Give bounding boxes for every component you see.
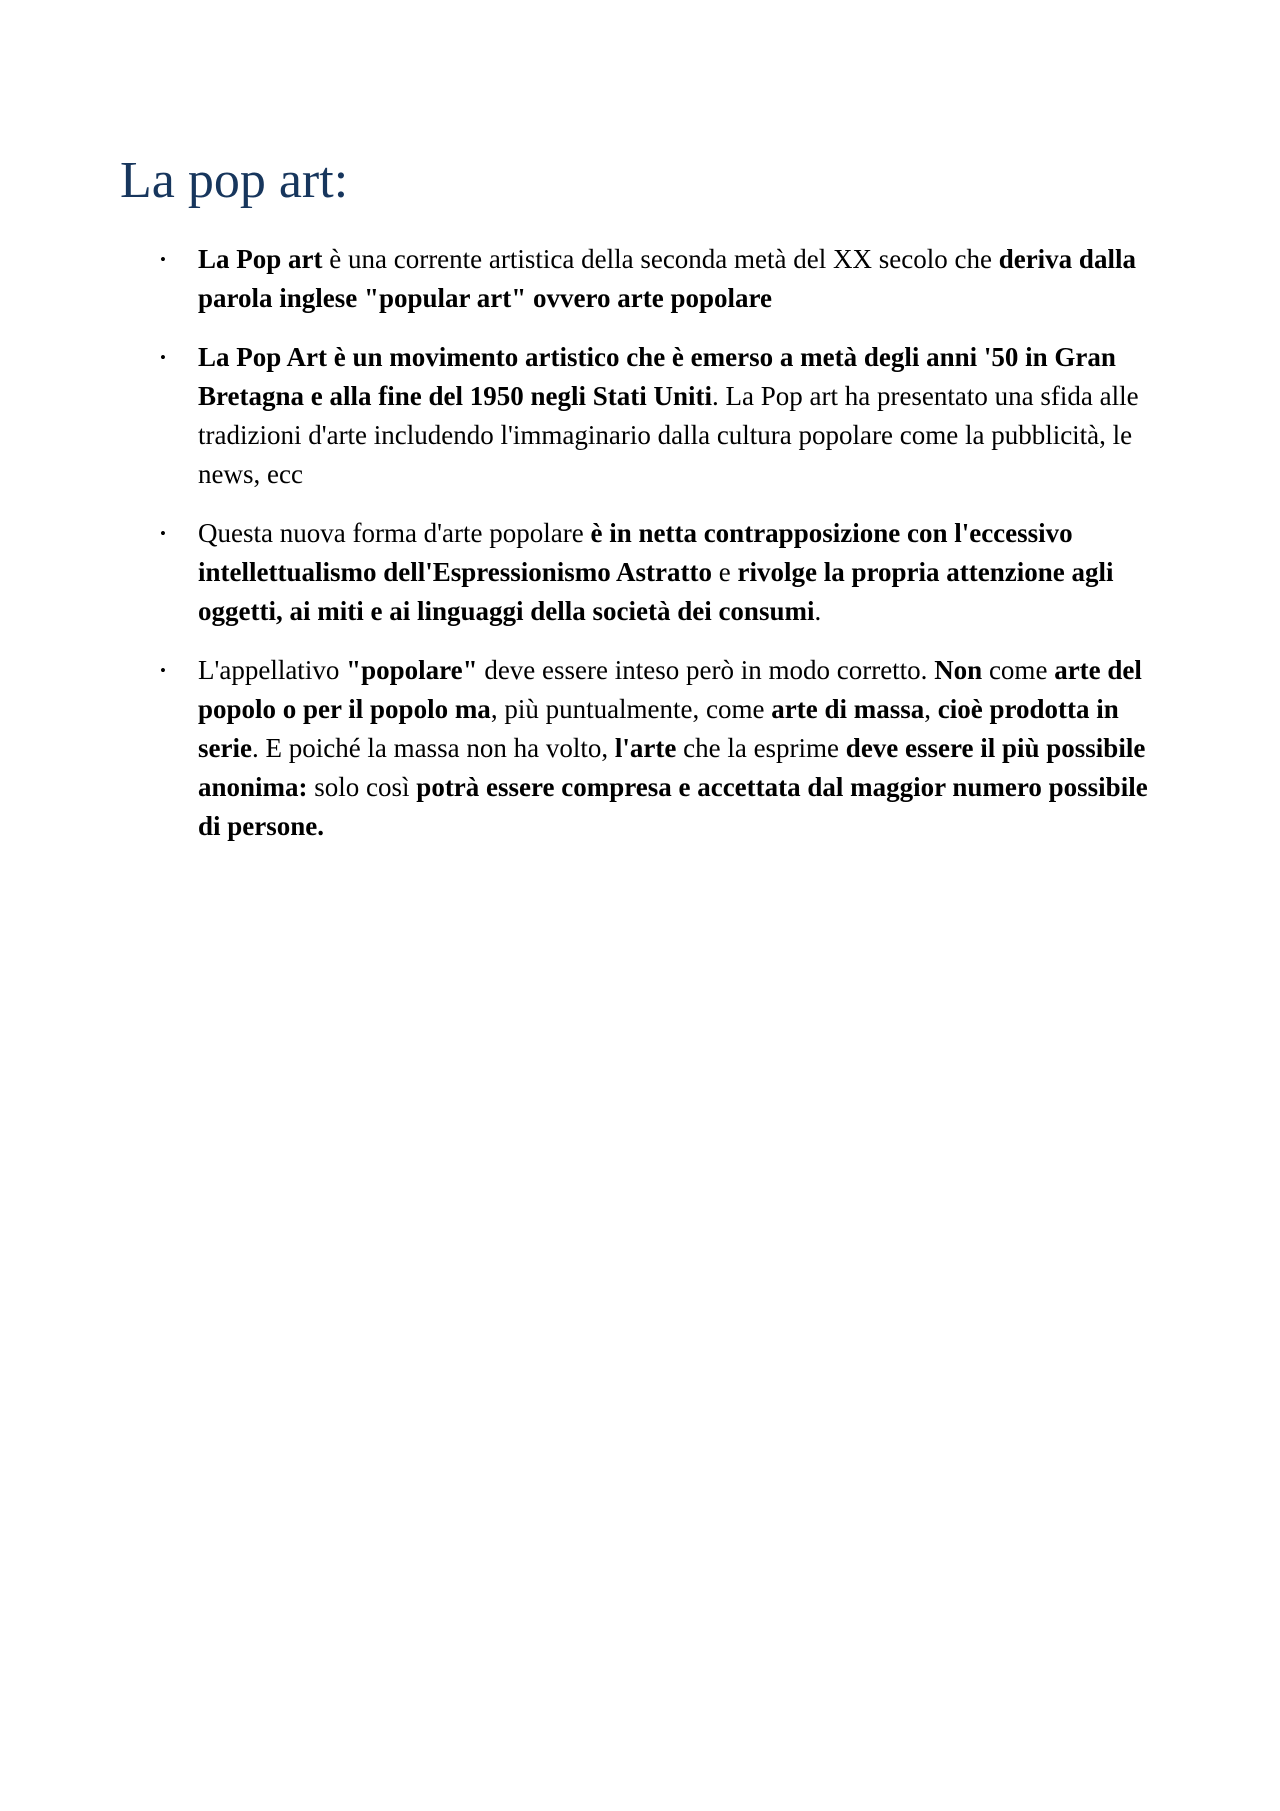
text-segment: potrà essere compresa e accettata dal maggior numero possibile di persone. — [198, 772, 1148, 841]
text-segment: cioè prodotta in serie — [198, 694, 1119, 763]
text-segment: solo così — [307, 772, 417, 802]
text-segment: , più puntualmente, come — [490, 694, 772, 724]
text-segment: è in netta contrapposizione con l'eccessivo intellettualismo dell'Espressionismo Astratto — [198, 518, 1073, 587]
text-segment: deve essere inteso però in modo corretto. — [477, 655, 935, 685]
bullet-text — [198, 240, 1158, 318]
text-segment: La Pop Art è un movimento artistico che è emerso a metà degli anni '50 in Gran Bretagna e alla fine del 1950 negli Stati Uniti — [198, 342, 1116, 411]
bullet-text — [198, 338, 1158, 494]
bullet-item-pop-art-definition — [0, 240, 1280, 318]
text-segment: Questa nuova forma d'arte popolare — [198, 518, 591, 548]
page-title: La pop art: — [120, 152, 349, 209]
bullet-marker: • — [160, 348, 166, 367]
bullet-item-popular-term — [0, 651, 1280, 846]
text-segment: come — [982, 655, 1055, 685]
text-segment: l'arte — [614, 733, 677, 763]
bullet-marker: • — [160, 661, 166, 680]
text-segment: Non — [934, 655, 983, 685]
text-segment: deriva dalla parola inglese "popular art" ovvero arte popolare — [198, 244, 1136, 313]
bullet-item-origin — [0, 338, 1280, 494]
bullet-text — [198, 651, 1158, 846]
text-segment: . — [814, 596, 822, 626]
bullet-item-contrast — [0, 514, 1280, 631]
bullet-text — [198, 514, 1158, 631]
text-segment: . E poiché la massa non ha volto, — [251, 733, 615, 763]
text-segment: rivolge la propria attenzione agli oggetti, ai miti e ai linguaggi della società dei consumi — [198, 557, 1114, 626]
bullet-marker: • — [160, 524, 166, 543]
text-segment: "popolare" — [346, 655, 478, 685]
text-segment: e — [712, 557, 738, 587]
text-segment: arte del popolo o per il popolo ma — [198, 655, 1142, 724]
text-segment: che la esprime — [676, 733, 846, 763]
text-segment: deve essere il più possibile anonima: — [198, 733, 1146, 802]
bullet-marker: • — [160, 250, 166, 269]
text-segment: La Pop art — [198, 244, 323, 274]
text-segment: . La Pop art ha presentato una sfida alle tradizioni d'arte includendo l'immaginario dalla cultura popolare come la pubblicità, le news, ecc — [198, 381, 1139, 489]
text-segment: arte di massa — [771, 694, 925, 724]
text-segment: , — [924, 694, 938, 724]
text-segment: L'appellativo — [198, 655, 347, 685]
text-segment: è una corrente artistica della seconda metà del XX secolo che — [322, 244, 999, 274]
bullet-list — [0, 240, 1280, 866]
